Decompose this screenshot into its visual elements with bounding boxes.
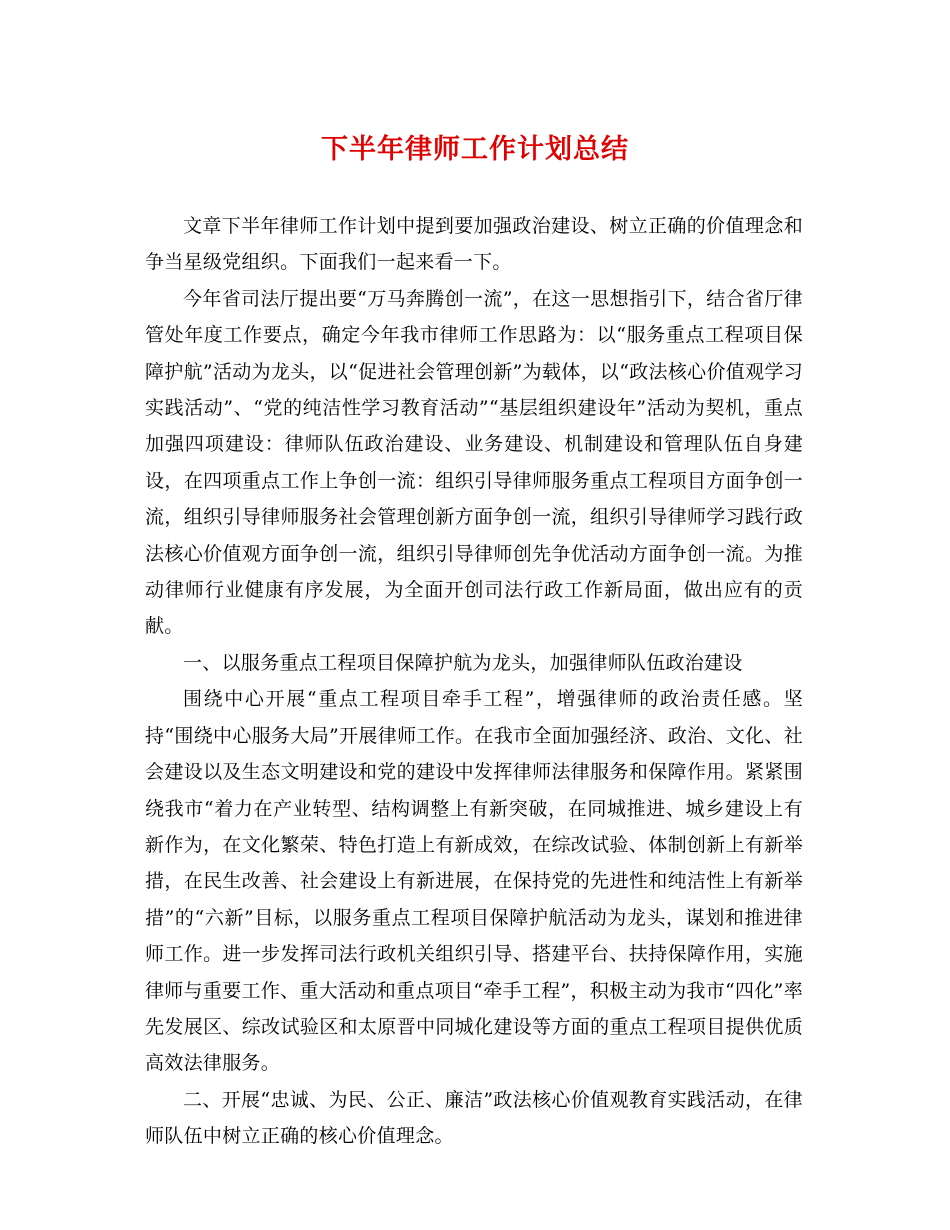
paragraph-section-1: 围绕中心开展“重点工程项目牵手工程”，增强律师的政治责任感。坚持“围绕中心服务大局”开展律师工作。在我市全面加强经济、政治、文化、社会建设以及生态文明建设和党的建设中发挥律师法律服务和保障作用。紧紧围绕我市“着力在产业转型、结构调整上有新突破，在同城推进、城乡建设上有新作为，在文化繁荣、特色打造上有新成效，在综改试验、体制创新上有新举措，在民生改善、社会建设上有新进展，在保持党的先进性和纯洁性上有新举措”的“六新”目标，以服务重点工程项目保障护航活动为龙头，谋划和推进律师工作。进一步发挥司法行政机关组织引导、搭建平台、扶持保障作用，实施律师与重要工作、重大活动和重点项目“牵手工程”，积极主动为我市“四化”率先发展区、综改试验区和太原晋中同城化建设等方面的重点工程项目提供优质高效法律服务。 xyxy=(145,688,803,1075)
document-title: 下半年律师工作计划总结 xyxy=(321,134,629,165)
paragraph-intro: 文章下半年律师工作计划中提到要加强政治建设、树立正确的价值理念和争当星级党组织。下面我们一起来看一下。 xyxy=(145,215,803,274)
document-body xyxy=(145,208,803,1155)
section-heading-1: 一、以服务重点工程项目保障护航为龙头，加强律师队伍政治建设 xyxy=(183,651,743,674)
paragraph-work-plan: 今年省司法厅提出要“万马奔腾创一流”，在这一思想指引下，结合省厅律管处年度工作要点，确定今年我市律师工作思路为：以“服务重点工程项目保障护航”活动为龙头，以“促进社会管理创新”为载体，以“政法核心价值观学习实践活动”、“党的纯洁性学习教育活动”“基层组织建设年”活动为契机，重点加强四项建设：律师队伍政治建设、业务建设、机制建设和管理队伍自身建设，在四项重点工作上争创一流：组织引导律师服务重点工程项目方面争创一流，组织引导律师服务社会管理创新方面争创一流，组织引导律师学习践行政法核心价值观方面争创一流，组织引导律师创先争优活动方面争创一流。为推动律师行业健康有序发展，为全面开创司法行政工作新局面，做出应有的贡献。 xyxy=(145,287,803,638)
section-heading-2: 二、开展“忠诚、为民、公正、廉洁”政法核心价值观教育实践活动，在律师队伍中树立正确的核心价值理念。 xyxy=(145,1088,803,1148)
